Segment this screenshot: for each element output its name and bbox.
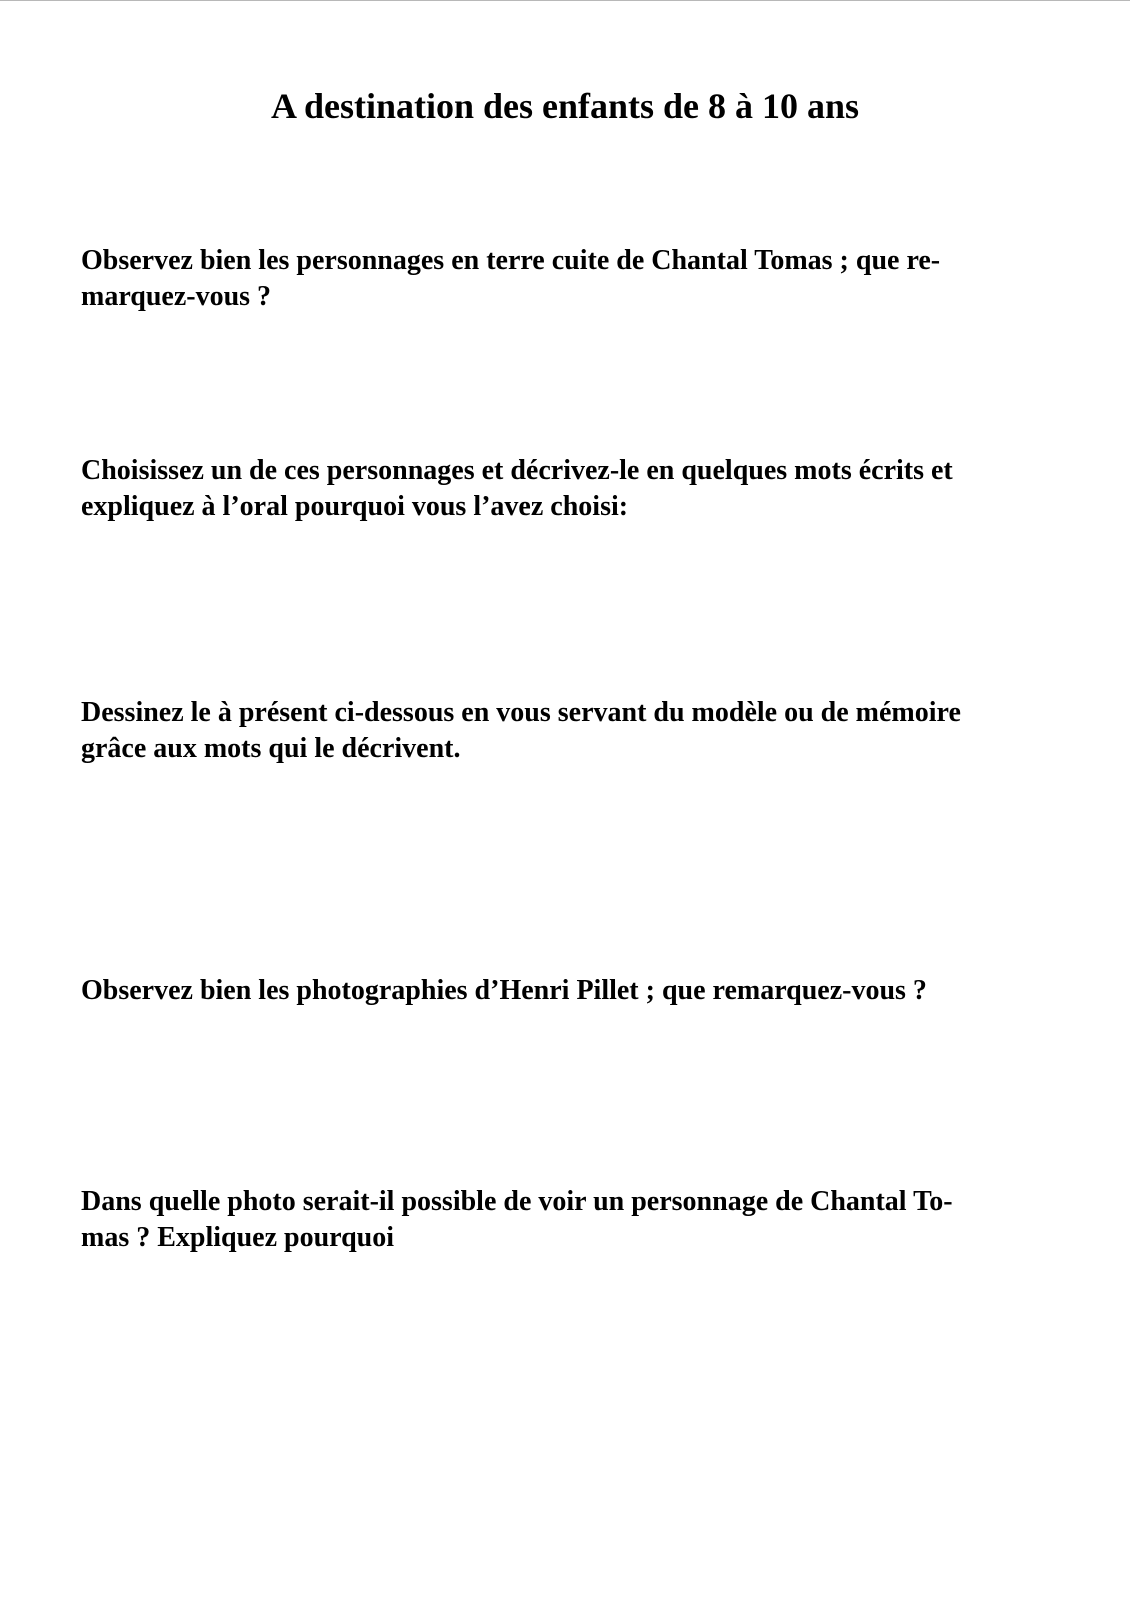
question-3-line-1: Dessinez le à présent ci-dessous en vous servant du modèle ou de mémoire — [81, 697, 961, 728]
question-5-line-2: mas ? Expliquez pourquoi — [81, 1222, 395, 1253]
question-1-line-2: marquez-vous ? — [81, 281, 272, 312]
question-1-line-1: Observez bien les personnages en terre cuite de Chantal Tomas ; que re- — [81, 245, 941, 276]
question-3 — [81, 695, 1041, 767]
worksheet-title: A destination des enfants de 8 à 10 ans — [270, 86, 860, 126]
question-4-line-1: Observez bien les photographies d’Henri Pillet ; que remarquez-vous ? — [81, 975, 927, 1006]
question-2-line-2: expliquez à l’oral pourquoi vous l’avez choisi: — [81, 491, 629, 522]
question-4 — [81, 973, 1041, 1009]
question-5 — [81, 1184, 1041, 1256]
question-2 — [81, 453, 1041, 525]
question-1 — [81, 243, 1041, 315]
question-2-line-1: Choisissez un de ces personnages et décrivez-le en quelques mots écrits et — [81, 455, 953, 486]
question-5-line-1: Dans quelle photo serait-il possible de voir un personnage de Chantal To- — [81, 1186, 953, 1217]
question-3-line-2: grâce aux mots qui le décrivent. — [81, 733, 461, 764]
